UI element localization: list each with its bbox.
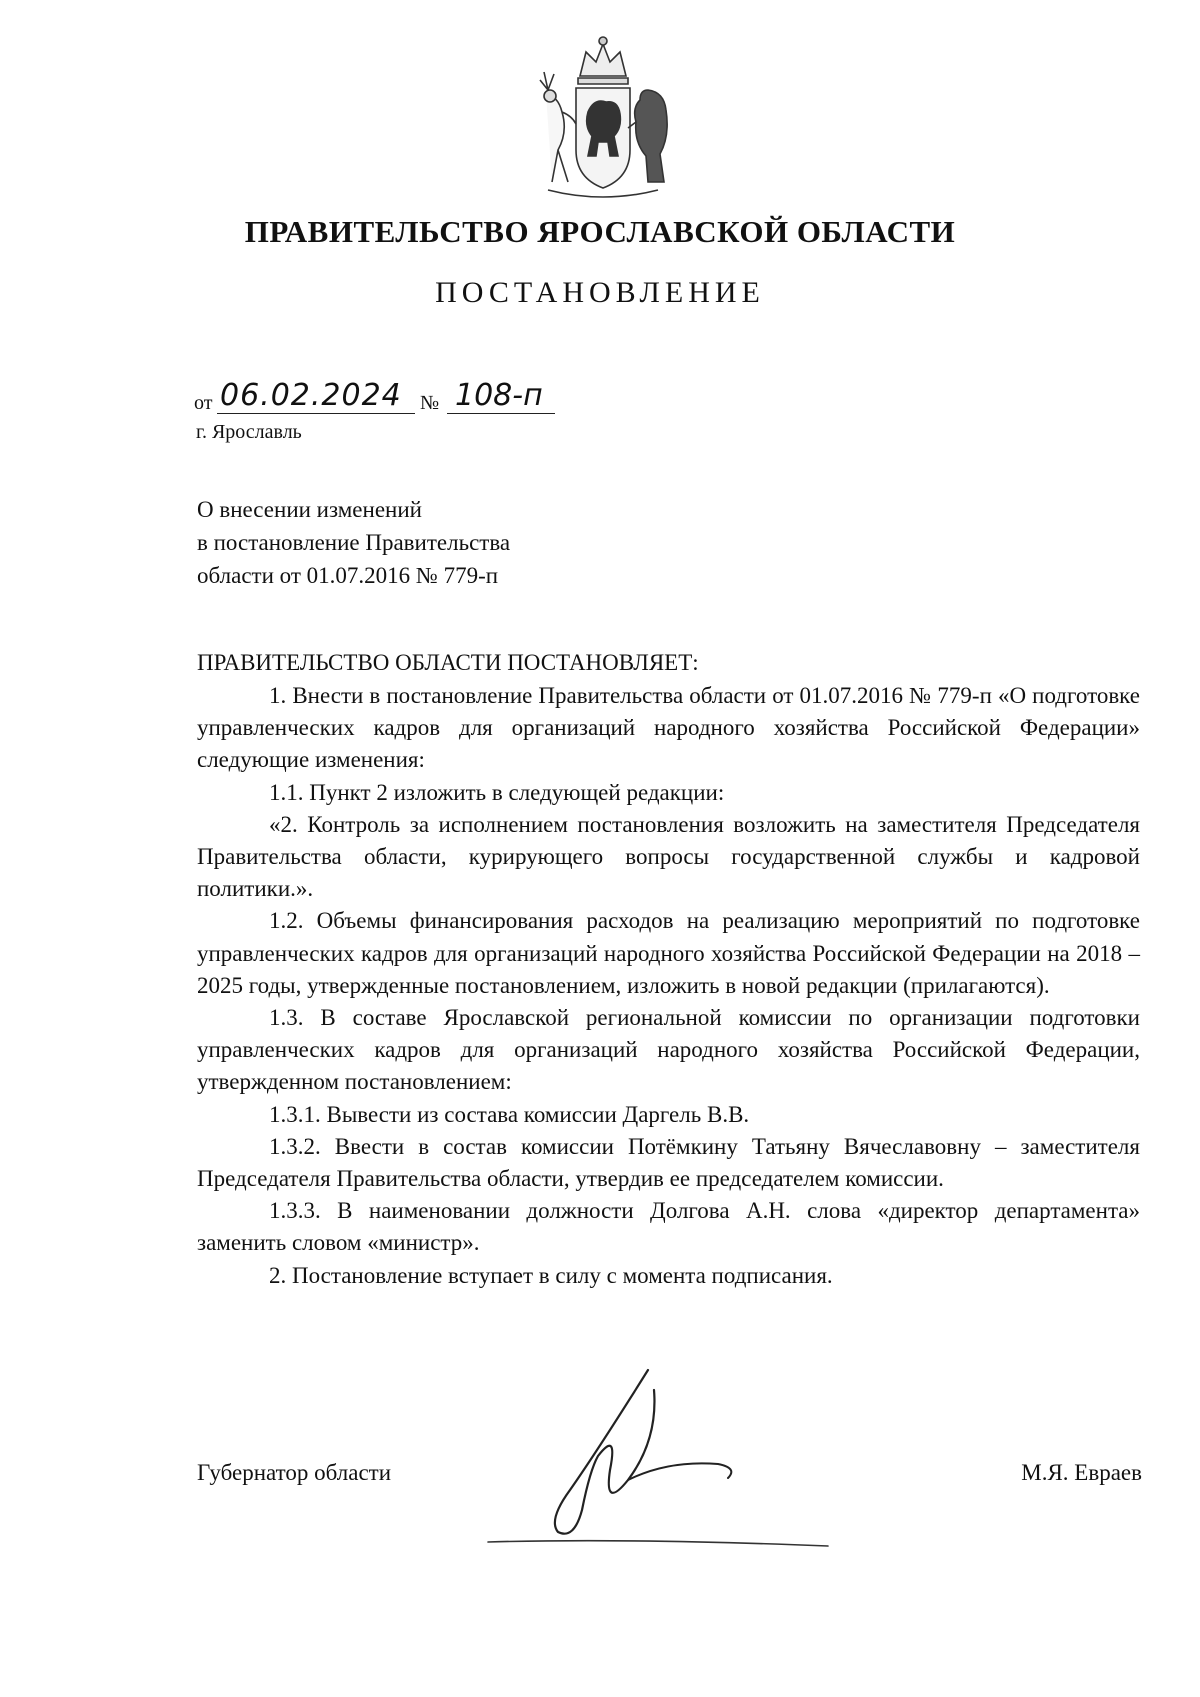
body-paragraph: 2. Постановление вступает в силу с момента подписания. bbox=[269, 1262, 833, 1288]
document-type-heading: ПОСТАНОВЛЕНИЕ bbox=[435, 276, 765, 309]
body-paragraph: 1. Внести в постановление Правительства области от 01.07.2016 № 779-п «О подготовке управленческих кадров для организаций народного хозяйства Российской Федерации» следующие изменения: bbox=[197, 683, 1140, 773]
city-label: г. Ярославль bbox=[196, 421, 302, 443]
body-paragraph: 1.3. В составе Ярославской региональной комиссии по организации подготовки управленческих кадров для организаций народного хозяйства Российской Федерации, утвержденном постановлением: bbox=[197, 1005, 1140, 1095]
handwritten-signature bbox=[478, 1360, 908, 1550]
subject-line: О внесении изменений bbox=[197, 497, 422, 522]
number-value: 108-п bbox=[455, 378, 543, 413]
body-paragraph: 1.3.2. Ввести в состав комиссии Потёмкину Татьяну Вячеславовну – заместителя Председателя Правительства области, утвердив ее председателем комиссии. bbox=[197, 1133, 1140, 1192]
body-paragraph: «2. Контроль за исполнением постановления возложить на заместителя Председателя Правительства области, курирующего вопросы государственной службы и кадровой политики.». bbox=[197, 811, 1140, 902]
coat-of-arms-emblem bbox=[528, 32, 678, 204]
organization-title: ПРАВИТЕЛЬСТВО ЯРОСЛАВСКОЙ ОБЛАСТИ bbox=[244, 214, 956, 249]
body-paragraph: 1.3.3. В наименовании должности Долгова А.Н. слова «директор департамента» заменить словом «министр». bbox=[197, 1198, 1140, 1256]
date-value: 06.02.2024 bbox=[220, 378, 402, 413]
document-body bbox=[197, 680, 1140, 1292]
preamble: ПРАВИТЕЛЬСТВО ОБЛАСТИ ПОСТАНОВЛЯЕТ: bbox=[197, 650, 699, 675]
signatory-title: Губернатор области bbox=[197, 1460, 392, 1485]
number-label: № bbox=[420, 392, 440, 414]
body-paragraph: 1.1. Пункт 2 изложить в следующей редакции: bbox=[269, 779, 725, 805]
subject-line: области от 01.07.2016 № 779-п bbox=[197, 563, 499, 588]
body-paragraph: 1.3.1. Вывести из состава комиссии Даргель В.В. bbox=[269, 1101, 750, 1127]
body-paragraph: 1.2. Объемы финансирования расходов на реализацию мероприятий по подготовке управленческих кадров для организаций народного хозяйства Российской Федерации на 2018 – 2025 годы, утвержденные постановлением, изложить в новой редакции (прилагаются). bbox=[197, 908, 1140, 998]
subject-block bbox=[197, 493, 510, 592]
subject-line: в постановление Правительства bbox=[197, 530, 511, 555]
date-label: от bbox=[194, 392, 213, 414]
signatory-name: М.Я. Евраев bbox=[1021, 1460, 1142, 1485]
